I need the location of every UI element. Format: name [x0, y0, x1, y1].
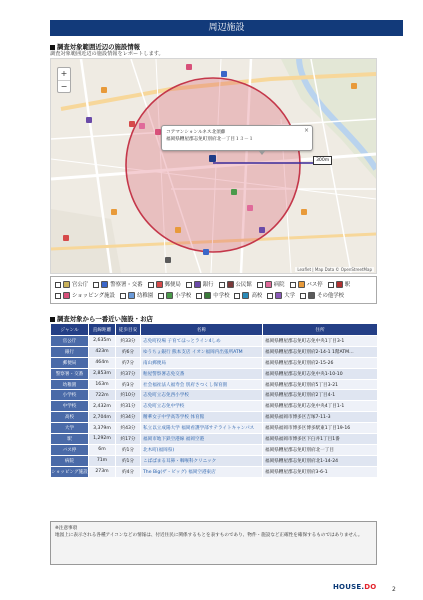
table-row	[51, 412, 378, 423]
address-cell: 福岡県糟屋郡志免町志免中央1丁目3-1	[263, 336, 378, 347]
table-row	[51, 444, 378, 455]
table-row	[51, 434, 378, 445]
legend-label: 郵便局	[164, 282, 181, 288]
legend-label: バス停	[306, 282, 323, 288]
walk-time-cell: 約43分	[116, 423, 141, 434]
legend-checkbox[interactable]	[55, 293, 61, 299]
legend-marker-icon	[227, 281, 234, 288]
column-header-address: 住所	[263, 324, 378, 336]
facility-name-cell: ゆうちょ銀行 熊本支店 イオン福岡内出張所ATM	[141, 346, 263, 357]
genre-cell: 駅	[51, 434, 89, 445]
genre-cell: 官公庁	[51, 336, 89, 347]
legend-item[interactable]	[186, 280, 214, 291]
address-cell: 福岡県糟屋郡志免町別府5丁目3-21	[263, 379, 378, 390]
genre-cell: ショッピング施設	[51, 466, 89, 477]
legend-label: 高校	[251, 293, 263, 299]
legend-item[interactable]	[55, 291, 115, 302]
legend-marker-icon	[156, 281, 163, 288]
legend-items	[55, 280, 375, 302]
house-do-logo: HOUSE.DO	[333, 583, 377, 591]
walk-time-cell: 約7分	[116, 357, 141, 368]
address-cell: 福岡県福岡市博多区下臼井1丁目1番	[263, 434, 378, 445]
facility-table	[50, 323, 378, 478]
legend-marker-icon	[166, 292, 173, 299]
table-header-row	[51, 324, 378, 336]
legend-item[interactable]	[300, 291, 344, 302]
address-cell: 福岡県糟屋郡志免町別府2-14-1 1階ATM…	[263, 346, 378, 357]
facility-name-cell: 志免町立志免中学校	[141, 401, 263, 412]
genre-cell: 郵便局	[51, 357, 89, 368]
legend-label: 駅	[344, 282, 351, 288]
column-header-genre: ジャンル	[51, 324, 89, 336]
address-cell: 福岡県福岡市博多区吉塚7-11-3	[263, 412, 378, 423]
zoom-out-button[interactable]: −	[60, 82, 68, 91]
legend-marker-icon	[63, 281, 70, 288]
legend-checkbox[interactable]	[196, 293, 202, 299]
legend-label: 警察署・交番	[110, 282, 143, 288]
walk-time-cell: 約3分	[116, 379, 141, 390]
genre-cell: 銀行	[51, 346, 89, 357]
legend-marker-icon	[204, 292, 211, 299]
notes-body: 地図上に表示される各種アイコンなどの情報は、付近住民に関係するもとを表すものであり、物件・施設など正確性を確保するものではありません。	[55, 533, 363, 538]
genre-cell: 小学校	[51, 390, 89, 401]
legend-marker-icon	[275, 292, 282, 299]
address-cell: 福岡県糟屋郡志免町別府2-15-26	[263, 357, 378, 368]
table-row	[51, 466, 378, 477]
legend-checkbox[interactable]	[158, 293, 164, 299]
legend-label: ショッピング施設	[72, 293, 115, 299]
address-cell: 福岡県糟屋郡志免町別府北一丁目	[263, 444, 378, 455]
legend-checkbox[interactable]	[290, 282, 296, 288]
distance-cell: 423m	[89, 346, 116, 357]
legend-label: 大学	[284, 293, 296, 299]
column-header-walk: 徒歩目安	[116, 324, 141, 336]
distance-cell: 3,379m	[89, 423, 116, 434]
legend-item[interactable]	[219, 280, 252, 291]
legend-item[interactable]	[257, 280, 285, 291]
legend-checkbox[interactable]	[186, 282, 192, 288]
walk-time-cell: 約31分	[116, 401, 141, 412]
page-number: 2	[392, 586, 396, 593]
column-header-distance: 直線距離	[89, 324, 116, 336]
column-header-name: 名称	[141, 324, 263, 336]
distance-cell: 2,432m	[89, 401, 116, 412]
walk-time-cell: 約33分	[116, 336, 141, 347]
legend-marker-icon	[336, 281, 343, 288]
table-row	[51, 346, 378, 357]
table-row	[51, 401, 378, 412]
walk-time-cell: 約10分	[116, 390, 141, 401]
legend-label: 銀行	[202, 282, 214, 288]
distance-cell: 722m	[89, 390, 116, 401]
distance-cell: 163m	[89, 379, 116, 390]
table-row	[51, 423, 378, 434]
legend-checkbox[interactable]	[148, 282, 154, 288]
search-radius-circle	[126, 78, 300, 252]
logo-accent-text: DO	[364, 583, 377, 591]
legend-checkbox[interactable]	[234, 293, 240, 299]
legend-label: その他学校	[317, 293, 345, 299]
distance-cell: 2,853m	[89, 368, 116, 379]
legend-item[interactable]	[290, 280, 323, 291]
facility-name-cell: 私立以立成陽大学 福岡看護学部サテライトキャンパス	[141, 423, 263, 434]
legend-marker-icon	[298, 281, 305, 288]
map-canvas	[51, 59, 376, 273]
legend-checkbox[interactable]	[300, 293, 306, 299]
legend-label: 官公庁	[72, 282, 89, 288]
legend-item[interactable]	[267, 291, 295, 302]
legend-item[interactable]	[196, 291, 229, 302]
legend-marker-icon	[128, 292, 135, 299]
table-row	[51, 368, 378, 379]
notes-heading: ※注意事項	[55, 526, 78, 531]
legend-marker-icon	[194, 281, 201, 288]
legend-marker-icon	[308, 292, 315, 299]
walk-time-cell: 約4分	[116, 466, 141, 477]
popup-address: 福岡県糟屋郡志免町別府北一丁目１３－１	[166, 137, 254, 142]
legend-item[interactable]	[55, 280, 88, 291]
close-icon[interactable]: ×	[303, 127, 309, 134]
address-cell: 福岡県福岡市博多区博多駅東1丁目19-16	[263, 423, 378, 434]
facility-name-cell: 北木町(福岡県)	[141, 444, 263, 455]
facility-map[interactable]	[50, 58, 377, 274]
facility-name-cell: 精華女子中学高等学校 体育館	[141, 412, 263, 423]
facility-name-cell: 南山郵便局	[141, 357, 263, 368]
walk-time-cell: 約37分	[116, 368, 141, 379]
genre-cell: 大学	[51, 423, 89, 434]
legend-marker-icon	[242, 292, 249, 299]
legend-checkbox[interactable]	[257, 282, 263, 288]
walk-time-cell: 約1分	[116, 444, 141, 455]
legend-label: 小学校	[175, 293, 192, 299]
legend-checkbox[interactable]	[93, 282, 99, 288]
legend-checkbox[interactable]	[267, 293, 273, 299]
distance-cell: 273m	[89, 466, 116, 477]
distance-cell: 2,704m	[89, 412, 116, 423]
legend-item[interactable]	[148, 280, 181, 291]
legend-item[interactable]	[158, 291, 191, 302]
distance-cell: 464m	[89, 357, 116, 368]
legend-marker-icon	[101, 281, 108, 288]
popup-name: コアマンションルネス北須藤	[166, 130, 226, 135]
logo-main-text: HOUSE	[333, 583, 362, 591]
facility-name-cell: 社会福祉法人福寿会 別府さつくし保育園	[141, 379, 263, 390]
legend-checkbox[interactable]	[219, 282, 225, 288]
genre-cell: 幼稚園	[51, 379, 89, 390]
table-row	[51, 379, 378, 390]
facility-name-cell: 志免町役場 子育てほっとライン4しめ	[141, 336, 263, 347]
distance-cell: 1,292m	[89, 434, 116, 445]
map-attribution[interactable]: Leaflet | Map Data © OpenStreetMap	[297, 267, 372, 272]
walk-time-cell: 約6分	[116, 346, 141, 357]
legend-item[interactable]	[328, 280, 350, 291]
legend-label: 幼稚園	[136, 293, 154, 299]
legend-checkbox[interactable]	[55, 282, 61, 288]
notes-box	[50, 521, 377, 565]
facility-section-title-text: 調査対象から一番近い施設・お店	[57, 315, 153, 323]
distance-cell: 6m	[89, 444, 116, 455]
legend-label: 病院	[273, 282, 285, 288]
facility-name-cell: こばばまる耳鼻・咽喉科クリニック	[141, 455, 263, 466]
walk-time-cell: 約1分	[116, 455, 141, 466]
map-zoom-control[interactable]	[57, 67, 71, 93]
distance-label: 300m	[313, 156, 332, 165]
distance-cell: 2,635m	[89, 336, 116, 347]
walk-time-cell: 約34分	[116, 412, 141, 423]
legend-item[interactable]	[93, 280, 142, 291]
legend-item[interactable]	[234, 291, 262, 302]
table-row	[51, 357, 378, 368]
genre-cell: 高校	[51, 412, 89, 423]
genre-cell: 警察署・交番	[51, 368, 89, 379]
walk-time-cell: 約17分	[116, 434, 141, 445]
map-section-subtitle: 調査対象範囲近辺の施設情報をレポートします。	[50, 51, 164, 57]
facility-name-cell: 粕屋警察署志免交番	[141, 368, 263, 379]
map-legend	[50, 276, 377, 304]
facility-section-title	[50, 314, 153, 323]
legend-label: 中学校	[213, 293, 230, 299]
legend-marker-icon	[265, 281, 272, 288]
genre-cell: バス停	[51, 444, 89, 455]
popup-tail	[258, 150, 266, 155]
table-row	[51, 336, 378, 347]
facility-name-cell: 志免町立志免西小学校	[141, 390, 263, 401]
zoom-in-button[interactable]: +	[58, 68, 70, 81]
page-header: 周辺施設	[50, 20, 403, 36]
legend-item[interactable]	[120, 291, 153, 302]
address-cell: 福岡県糟屋郡志免町志免中央1-10-10	[263, 368, 378, 379]
table-row	[51, 390, 378, 401]
address-cell: 福岡県糟屋郡志免町志免中央4丁目1-1	[263, 401, 378, 412]
genre-cell: 病院	[51, 455, 89, 466]
genre-cell: 中学校	[51, 401, 89, 412]
address-cell: 福岡県糟屋郡志免町別府3-6-1	[263, 466, 378, 477]
legend-checkbox[interactable]	[120, 293, 126, 299]
legend-checkbox[interactable]	[328, 282, 334, 288]
legend-label: 公民館	[235, 282, 252, 288]
distance-cell: 71m	[89, 455, 116, 466]
section-bullet	[50, 45, 55, 50]
address-cell: 福岡県糟屋郡志免町別府北1-14-24	[263, 455, 378, 466]
facility-name-cell: The Big(ザ・ビッグ) 福岡空港東店	[141, 466, 263, 477]
legend-marker-icon	[63, 292, 70, 299]
section-bullet	[50, 317, 55, 322]
facility-name-cell: 福岡市地下鉄空港線 福岡空港	[141, 434, 263, 445]
map-section-title-text: 調査対象範囲近辺の施設情報	[57, 43, 141, 51]
address-cell: 福岡県糟屋郡志免町別府2丁目4-1	[263, 390, 378, 401]
property-popup	[161, 125, 313, 151]
table-row	[51, 455, 378, 466]
